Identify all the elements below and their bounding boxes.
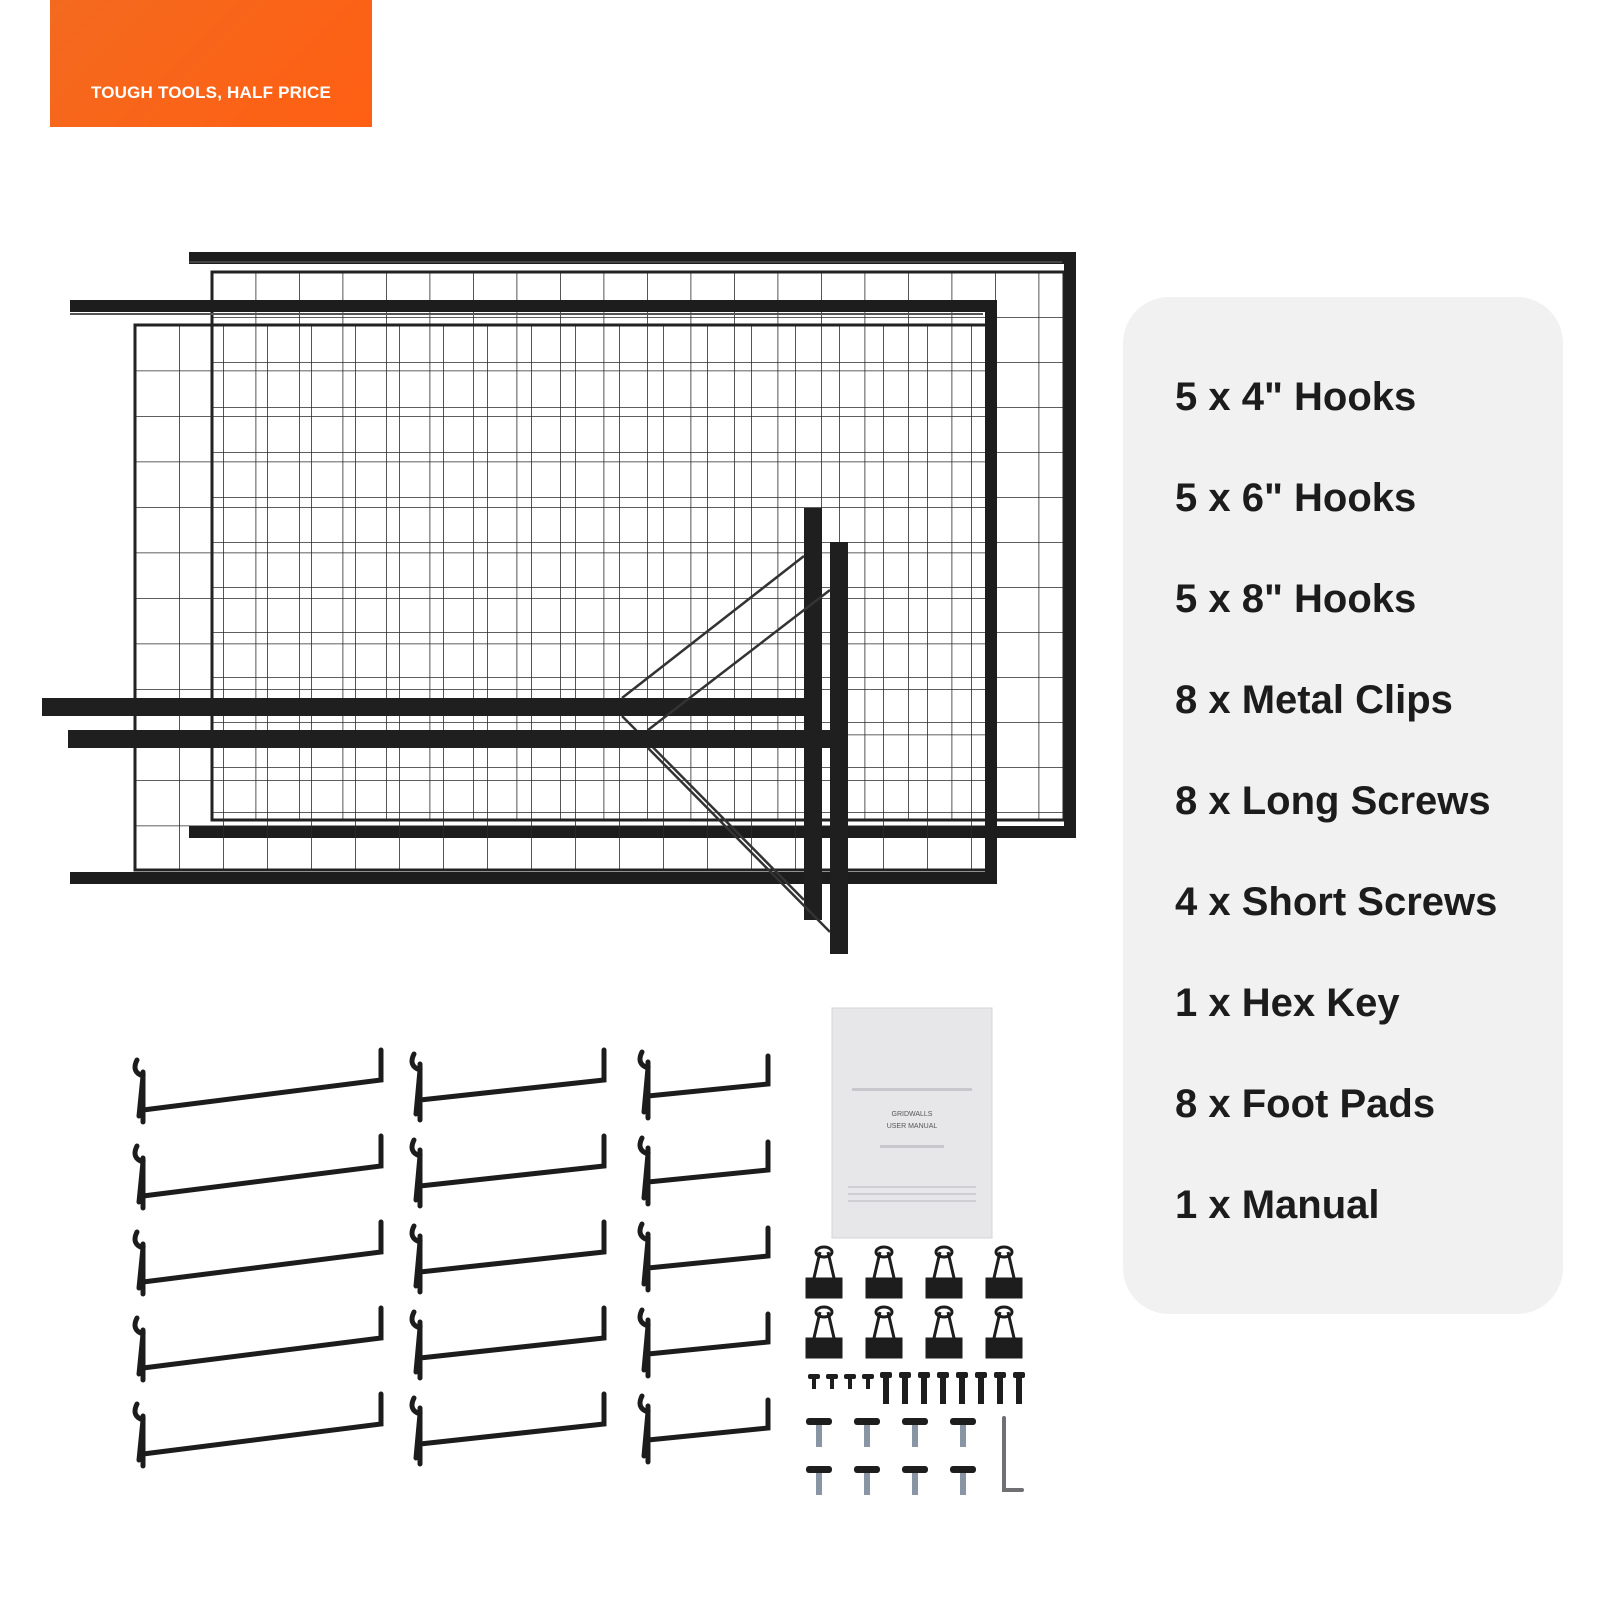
manual-booklet bbox=[832, 1008, 992, 1238]
hooks-4in bbox=[135, 1050, 381, 1466]
manual-subtitle: USER MANUAL bbox=[886, 1123, 938, 1130]
list-item: 1 x Manual bbox=[1175, 1183, 1380, 1227]
list-item: 5 x 6" Hooks bbox=[1175, 476, 1417, 520]
list-item: 5 x 4" Hooks bbox=[1175, 375, 1417, 419]
list-item: 8 x Metal Clips bbox=[1175, 678, 1453, 722]
list-item: 8 x Foot Pads bbox=[1175, 1082, 1436, 1126]
foot-pads bbox=[806, 1418, 976, 1495]
list-item: 8 x Long Screws bbox=[1175, 779, 1491, 823]
hooks-6in bbox=[412, 1050, 604, 1464]
grid-panel-front bbox=[70, 306, 991, 878]
hex-key bbox=[1004, 1418, 1022, 1490]
hooks-8in bbox=[640, 1052, 768, 1462]
list-item: 5 x 8" Hooks bbox=[1175, 577, 1417, 621]
short-screws bbox=[808, 1374, 874, 1389]
parts-list-card bbox=[1123, 297, 1563, 1314]
parts-list bbox=[1175, 373, 1497, 1282]
list-item: 1 x Hex Key bbox=[1175, 981, 1400, 1025]
long-screws bbox=[880, 1372, 1025, 1404]
metal-clips bbox=[806, 1247, 1022, 1358]
list-item: 4 x Short Screws bbox=[1175, 880, 1498, 924]
manual-title: GRIDWALLS bbox=[891, 1111, 933, 1118]
promo-badge-text: TOUGH TOOLS, HALF PRICE bbox=[90, 83, 332, 102]
